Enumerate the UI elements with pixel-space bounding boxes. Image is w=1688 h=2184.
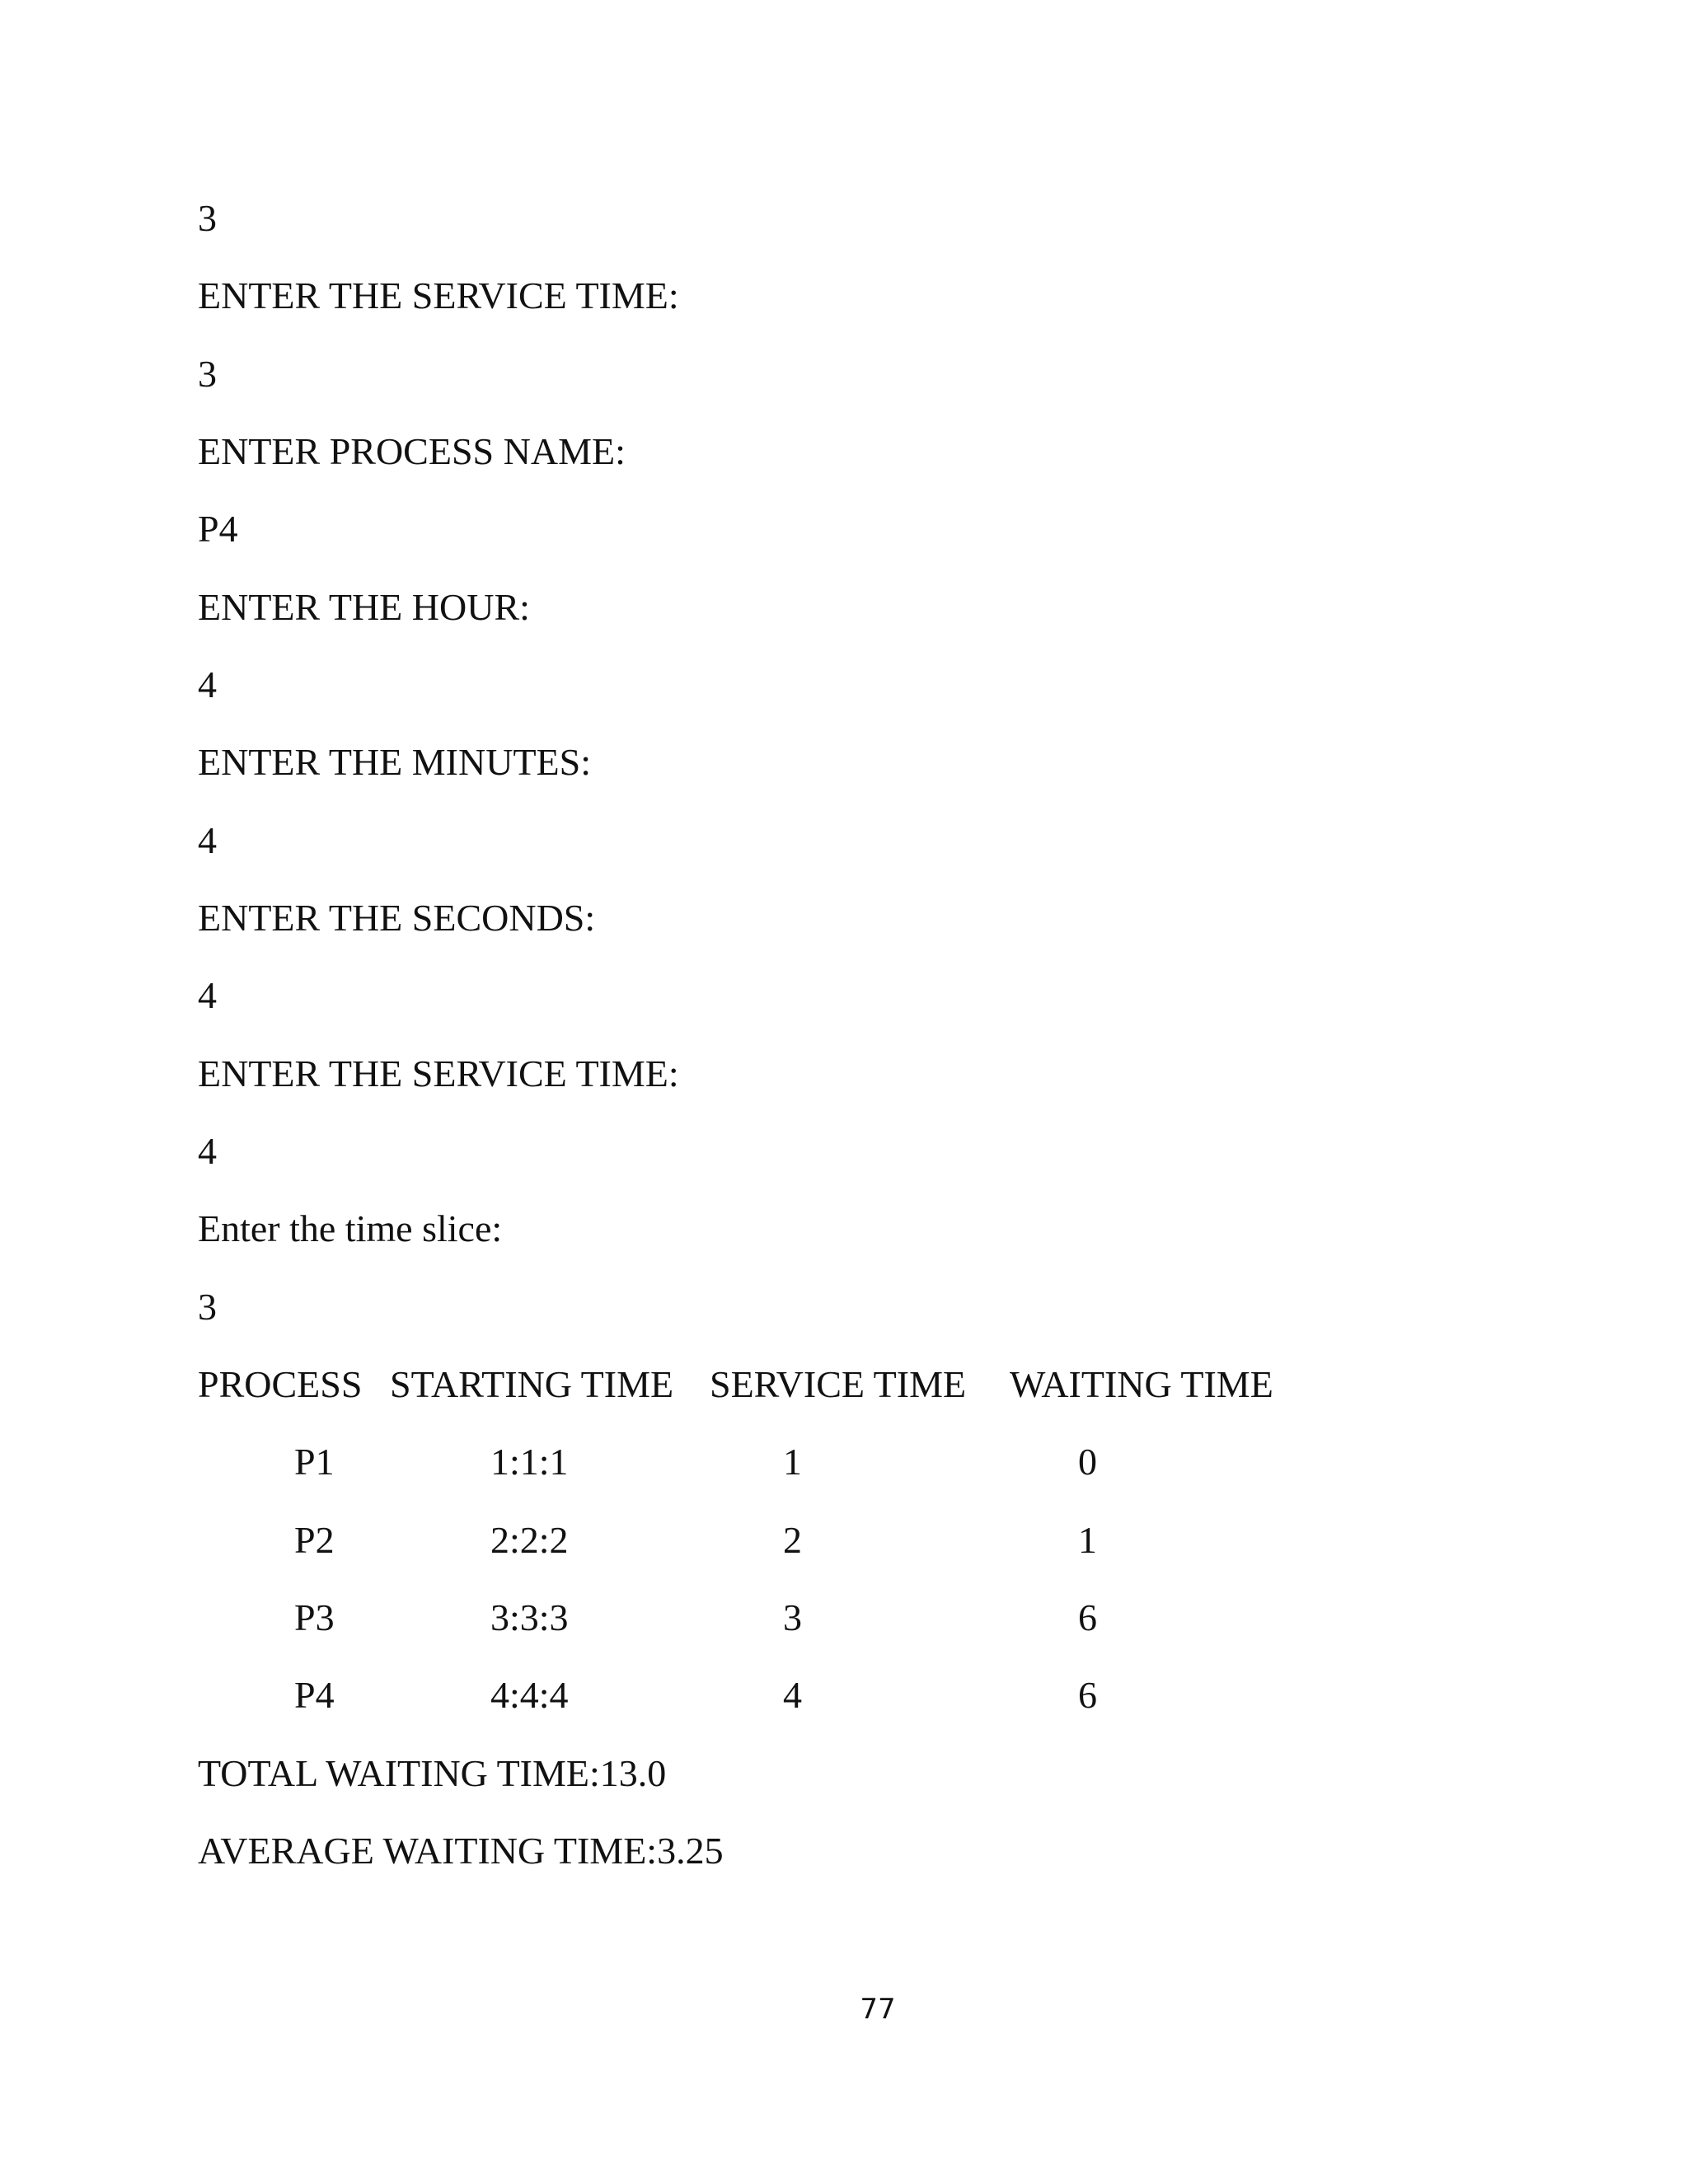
table-header-starting-time: STARTING TIME	[390, 1363, 674, 1405]
table-cell-starting-time: 1:1:1	[490, 1441, 569, 1483]
console-line: 4	[198, 974, 217, 1016]
average-waiting-time: AVERAGE WAITING TIME:3.25	[198, 1830, 724, 1872]
console-line: ENTER THE SERVICE TIME:	[198, 274, 679, 316]
console-line: 4	[198, 1130, 217, 1172]
table-cell-process: P2	[294, 1519, 335, 1561]
table-header-service-time: SERVICE TIME	[710, 1363, 967, 1405]
table-header-waiting-time: WAITING TIME	[1010, 1363, 1273, 1405]
table-cell-process: P3	[294, 1596, 335, 1638]
table-cell-process: P4	[294, 1674, 335, 1716]
table-cell-waiting-time: 0	[1078, 1441, 1097, 1483]
console-line: Enter the time slice:	[198, 1207, 503, 1249]
console-line: 4	[198, 819, 217, 861]
console-line: 4	[198, 663, 217, 705]
table-cell-waiting-time: 1	[1078, 1519, 1097, 1561]
console-line: 3	[198, 1286, 217, 1328]
table-cell-service-time: 1	[783, 1441, 802, 1483]
console-line: ENTER THE HOUR:	[198, 586, 530, 628]
table-cell-process: P1	[294, 1441, 335, 1483]
console-line: 3	[198, 353, 217, 395]
table-cell-starting-time: 4:4:4	[490, 1674, 569, 1716]
console-line: ENTER THE SERVICE TIME:	[198, 1052, 679, 1094]
console-line: P4	[198, 508, 238, 550]
table-cell-starting-time: 3:3:3	[490, 1596, 569, 1638]
page-number: 77	[860, 1993, 896, 2026]
console-line: ENTER PROCESS NAME:	[198, 430, 626, 472]
table-cell-service-time: 3	[783, 1596, 802, 1638]
table-cell-starting-time: 2:2:2	[490, 1519, 569, 1561]
table-cell-waiting-time: 6	[1078, 1674, 1097, 1716]
table-cell-service-time: 2	[783, 1519, 802, 1561]
console-line: ENTER THE SECONDS:	[198, 897, 596, 939]
total-waiting-time: TOTAL WAITING TIME:13.0	[198, 1752, 667, 1794]
table-cell-service-time: 4	[783, 1674, 802, 1716]
table-cell-waiting-time: 6	[1078, 1596, 1097, 1638]
console-line: 3	[198, 197, 217, 239]
console-line: ENTER THE MINUTES:	[198, 741, 592, 783]
table-header-process: PROCESS	[198, 1363, 363, 1405]
